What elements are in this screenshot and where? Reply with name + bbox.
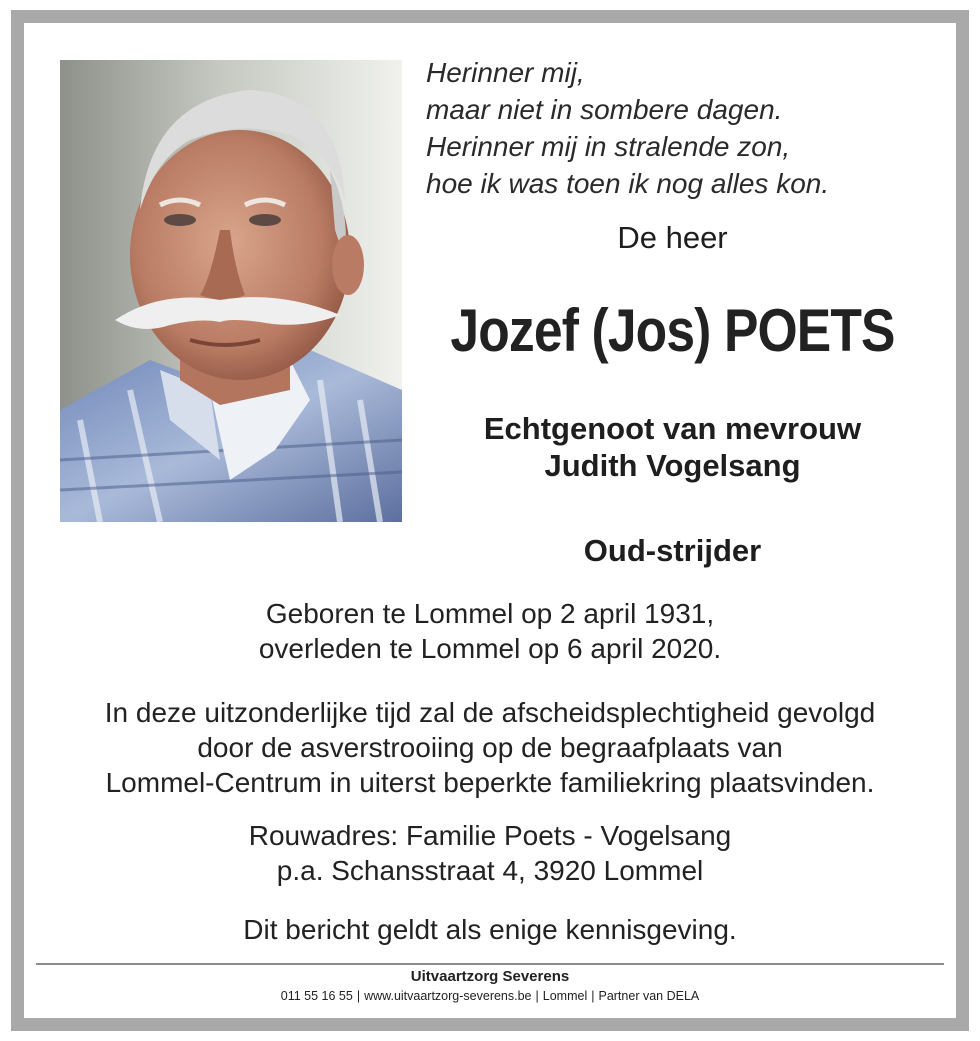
poem-line: Herinner mij in stralende zon, <box>426 131 791 162</box>
company-website[interactable]: www.uitvaartzorg-severens.be <box>364 989 532 1003</box>
spouse-line: Echtgenoot van mevrouw <box>483 411 862 446</box>
poem-line: maar niet in sombere dagen. <box>426 94 783 125</box>
company-phone: 011 55 16 55 <box>280 989 353 1003</box>
honorific: De heer <box>617 220 728 255</box>
footer-info <box>0 989 980 1003</box>
spouse-info <box>410 410 935 484</box>
poem-line: Herinner mij, <box>426 57 585 88</box>
ceremony-line: In deze uitzonderlijke tijd zal de afscheidsplechtigheid gevolgd <box>104 697 876 728</box>
address-block <box>40 818 940 888</box>
birth-line: Geboren te Lommel op 2 april 1931, <box>265 598 715 629</box>
separator: | <box>591 989 595 1003</box>
dates-block <box>40 596 940 666</box>
address-line: Rouwadres: Familie Poets - Vogelsang <box>248 820 732 851</box>
portrait-illustration <box>60 60 402 522</box>
ceremony-line: door de asverstrooiing op de begraafplaats van <box>197 732 783 763</box>
portrait-photo <box>60 60 402 522</box>
address-line: p.a. Schansstraat 4, 3920 Lommel <box>276 855 704 886</box>
poem-line: hoe ik was toen ik nog alles kon. <box>426 168 830 199</box>
company-city: Lommel <box>542 989 588 1003</box>
deceased-name: Jozef (Jos) POETS <box>450 297 895 364</box>
spouse-line: Judith Vogelsang <box>544 448 801 483</box>
ceremony-block <box>40 695 940 800</box>
poem <box>426 54 829 202</box>
separator: | <box>356 989 361 1003</box>
company-name: Uitvaartzorg Severens <box>410 968 570 985</box>
death-line: overleden te Lommel op 6 april 2020. <box>258 633 722 664</box>
ceremony-line: Lommel-Centrum in uiterst beperkte familiekring plaatsvinden. <box>105 767 875 798</box>
rank: Oud-strijder <box>583 533 762 568</box>
company-partner: Partner van DELA <box>598 989 700 1003</box>
separator: | <box>535 989 539 1003</box>
footer-divider <box>36 963 944 965</box>
notice: Dit bericht geldt als enige kennisgeving. <box>243 914 737 945</box>
